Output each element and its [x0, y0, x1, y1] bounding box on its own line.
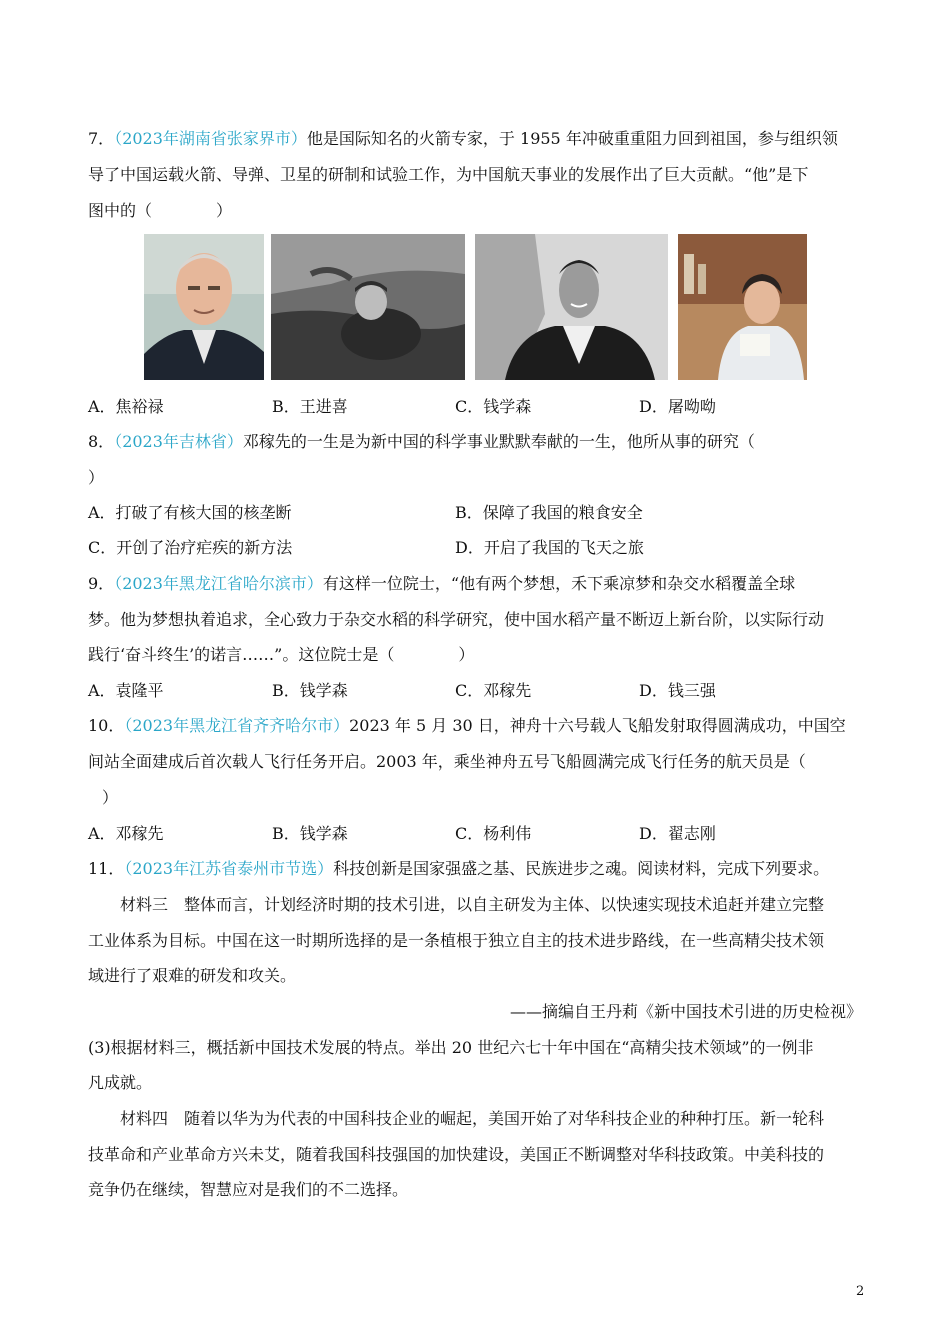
q9-line3: 践行‘奋斗终生’的诺言……”。这位院士是（ ） [88, 645, 475, 664]
q8-option-d: D．开启了我国的飞天之旅 [455, 538, 644, 557]
q7-option-c: C．钱学森 [455, 397, 532, 416]
q7-option-d: D．屠呦呦 [639, 397, 716, 416]
q7-line2: 导了中国运载火箭、导弹、卫星的研制和试验工作，为中国航天事业的发展作出了巨大贡献。“他”是下 [88, 165, 809, 184]
q9-text1: 有这样一位院士，“他有两个梦想，禾下乘凉梦和杂交水稻覆盖全球 [322, 574, 796, 593]
q8-option-a: A．打破了有核大国的核垄断 [88, 503, 292, 522]
material4-line1: 材料四 随着以华为为代表的中国科技企业的崛起，美国开始了对华科技企业的种种打压。新一轮科 [120, 1109, 825, 1128]
q9-source: （2023年黑龙江省哈尔滨市） [114, 574, 323, 593]
q11-text1: 科技创新是国家强盛之基、民族进步之魂。阅读材料，完成下列要求。 [333, 859, 830, 878]
q7-text1: 他是国际知名的火箭专家，于 1955 年冲破重重阻力回到祖国，参与组织领 [306, 129, 838, 148]
material3-line1: 材料三 整体而言，计划经济时期的技术引进，以自主研发为主体、以快速实现技术追赶并建立完整 [120, 895, 825, 914]
q10-option-c: C．杨利伟 [455, 824, 532, 843]
q9-option-c: C．邓稼先 [455, 681, 532, 700]
q9-option-b: B．钱学森 [272, 681, 348, 700]
q10-option-b: B．钱学森 [272, 824, 348, 843]
page-number: 2 [856, 1284, 865, 1299]
material4-line3: 竞争仍在继续，智慧应对是我们的不二选择。 [88, 1180, 409, 1199]
q10-line3: ） [102, 788, 119, 807]
photo-qian-portrait [144, 234, 264, 380]
q11-line1 [88, 857, 829, 881]
q11-sub3-line1: (3)根据材料三，概括新中国技术发展的特点。举出 20 世纪六七十年中国在“高精尖技术领域”的一例非 [88, 1038, 814, 1057]
q10-line1 [88, 714, 846, 738]
q7-option-b: B．王进喜 [272, 397, 348, 416]
q8-number: 8． [88, 432, 115, 451]
material3-citation: ——摘编自王丹莉《新中国技术引进的历史检视》 [509, 1002, 862, 1021]
q7-line1 [88, 127, 838, 151]
q8-text1: 邓稼先的一生是为新中国的科学事业默默奉献的一生，他所从事的研究（ [242, 432, 755, 451]
material3-line2: 工业体系为目标。中国在这一时期所选择的是一条植根于独立自主的技术进步路线，在一些高精尖技术领 [88, 931, 825, 950]
q7-number: 7． [88, 129, 115, 148]
q11-number: 11． [88, 859, 125, 878]
q9-line2: 梦。他为梦想执着追求，全心致力于杂交水稻的科学研究，使中国水稻产量不断迈上新台阶，以实际行动 [88, 610, 825, 629]
material4-line2: 技革命和产业革命方兴未艾，随着我国科技强国的加快建设，美国正不断调整对华科技政策。中美科技的 [88, 1145, 825, 1164]
q10-option-a: A．邓稼先 [88, 824, 164, 843]
q8-option-c: C．开创了治疗疟疾的新方法 [88, 538, 293, 557]
q9-option-d: D．钱三强 [639, 681, 716, 700]
q11-source: （2023年江苏省泰州市节选） [124, 859, 334, 878]
q10-option-d: D．翟志刚 [639, 824, 716, 843]
q11-sub3-line2: 凡成就。 [88, 1073, 153, 1092]
q10-number: 10． [88, 716, 125, 735]
q7-option-a: A．焦裕禄 [88, 397, 164, 416]
q7-source: （2023年湖南省张家界市） [114, 129, 307, 148]
q8-option-b: B．保障了我国的粮食安全 [455, 503, 643, 522]
q9-number: 9． [88, 574, 115, 593]
q9-option-a: A．袁隆平 [88, 681, 164, 700]
q7-line3: 图中的（ ） [88, 201, 233, 220]
q10-source: （2023年黑龙江省齐齐哈尔市） [124, 716, 350, 735]
q10-line2: 间站全面建成后首次载人飞行任务开启。2003 年，乘坐神舟五号飞船圆满完成飞行任务的航天员是（ [88, 752, 806, 771]
material3-line3: 域进行了艰难的研发和攻关。 [88, 966, 297, 985]
q9-line1 [88, 572, 795, 596]
q8-source: （2023年吉林省） [114, 432, 243, 451]
photo-man-sweater [475, 234, 668, 380]
photo-tu-lab [678, 234, 807, 380]
photo-wang-in-mud [271, 234, 465, 380]
q10-text1: 2023 年 5 月 30 日，神舟十六号载人飞船发射取得圆满成功，中国空 [349, 716, 846, 735]
q8-line1 [88, 430, 755, 454]
q8-line2: ） [88, 468, 105, 487]
